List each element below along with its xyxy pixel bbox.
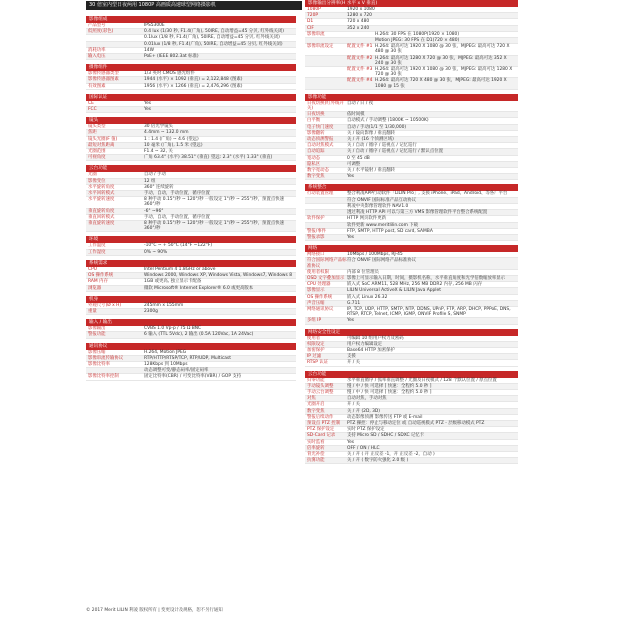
spec-value: 360° 连续旋转 (144, 184, 174, 190)
spec-label: 数字变焦 (307, 174, 325, 180)
spec-label: 镜头光圈(F 值) (88, 136, 118, 142)
spec-label: 影像串流设定 (307, 44, 334, 50)
spec-label: 动态侦测警报 (307, 137, 334, 143)
left-column (86, 16, 296, 385)
spec-row (86, 54, 296, 60)
spec-label: 影像比特率 (88, 361, 110, 367)
section-header: 通讯协议 (86, 343, 296, 350)
section-header: 云台功能 (86, 165, 296, 172)
spec-row (305, 318, 518, 324)
spec-value: Yes (347, 318, 355, 324)
spec-value: 关 / 开 (16 个侦测区域) (347, 137, 394, 143)
spec-label: 警报录影 (307, 234, 325, 240)
spec-label: 加密保护 (307, 347, 325, 353)
spec-value: 水平垂直循序 / 弧率垂直调整 / 光圈及日夜模式 / 128 个默认位置 / 原点位置 (347, 377, 497, 383)
spec-value: 支持 Micro SD / SDHC / SDXC 记忆卡 (347, 433, 425, 439)
spec-value: CVBS 1.0 Vp-p / 75 Ω BNC (144, 326, 202, 332)
spec-value: 关 / 开 ( 开 正反差 -1，开 正反差 -2，自动 ) (347, 452, 435, 457)
spec-label: 宽动态 (307, 155, 321, 161)
spec-row (305, 360, 518, 366)
spec-value: 广角 63.4° (水平) 38.51° (垂直) 望远: 2.3° (水平) 1.33° (垂直) (144, 155, 273, 161)
spec-label: 光圈 (88, 172, 97, 178)
spec-value: 30 倍光学镜头 (144, 124, 173, 130)
spec-value: H.264, Motion JPEG (144, 349, 187, 355)
spec-value: 手动，自动，手动位置，循序位置 (144, 214, 210, 220)
spec-value: Yes (347, 234, 355, 240)
section-header: 摄像组件 (86, 64, 296, 71)
spec-label: SD-Card 记录 (307, 433, 336, 439)
section-header: 影像输出分辨率(H 水平 x V 垂直) (305, 0, 518, 7)
spec-value: Motion JPEG: 30 FPS 在 D1(720 × 480) (375, 38, 460, 44)
spec-value: OFF / ON / HLC (347, 445, 380, 451)
spec-section (86, 319, 296, 338)
section-header: 镜头 (86, 117, 296, 124)
page-title: 30 倍室内型日夜两用 1080P 高画质高速球型网络摄影机 (86, 1, 302, 10)
spec-label: 对焦 (307, 396, 316, 402)
spec-value: 6 输入 (TTL 5Vdc), 2 输出 (0.5A 120Vac, 1A 24Vac) (144, 332, 254, 338)
spec-value: Yes (144, 100, 152, 106)
spec-value: 自动 / 手动 (144, 172, 166, 178)
spec-row (86, 332, 296, 338)
spec-value: 2300g (144, 308, 158, 314)
section-header: 国际认证 (86, 94, 296, 101)
footer-copyright: © 2017 Merit LILIN 利凌 版权所有 | 变更设计及规格，恕不另行通知 (86, 608, 223, 613)
spec-label: 焦距 (88, 130, 97, 136)
spec-value: H.264: 30 FPS 在 1080P(1920 × 1080) (375, 31, 460, 37)
spec-value: 1920 x 1080 (347, 7, 375, 12)
spec-label: 实时监看 (307, 439, 325, 445)
spec-value: 8 种手动 0.15°/秒 ~ 120°/秒 一般设定 1°/秒 ~ 255°/秒，预置点快速 360°/秒 (144, 197, 284, 208)
spec-row (305, 174, 518, 180)
spec-value: 128Kbps 到 10Mbps (144, 361, 188, 367)
spec-label: 垂直旋转角度 (88, 208, 115, 214)
stream-row (305, 44, 518, 55)
spec-value: PoE+ (IEEE 802.3at 标准) (144, 54, 199, 60)
spec-value: 依时间模 (347, 112, 365, 118)
stream-row (305, 67, 518, 78)
section-header: 网络 (305, 245, 518, 252)
spec-label: 工作湿度 (88, 249, 106, 255)
spec-label: 自动对焦模式 (307, 143, 334, 149)
spec-section (86, 296, 296, 315)
spec-value: 352 x 240 (347, 25, 370, 31)
spec-label: CIF (307, 25, 314, 31)
spec-label: 声音压缩 (307, 300, 325, 306)
spec-label: 背光补偿 (307, 452, 325, 457)
profile-label (347, 32, 375, 37)
section-header: 环境 (86, 236, 296, 243)
spec-row (305, 235, 518, 241)
spec-label: 工作温度 (88, 243, 106, 249)
spec-value: 软件更新 www.meritlilin.com 下载 (347, 222, 419, 228)
spec-value: 10Mbps / 100Mbps, RJ-45 (347, 252, 403, 258)
spec-label: 多组 IP (307, 318, 322, 324)
spec-label: 消耗功率 (88, 47, 106, 53)
section-header: 影像组成 (86, 16, 296, 23)
spec-label: 1080P (307, 7, 321, 12)
profile-label: 配置文件 #2 (347, 55, 373, 61)
spec-label: 日夜切换 (307, 112, 325, 118)
spec-value: 0% ~ 90% (144, 249, 168, 255)
spec-label: IP 过滤 (307, 354, 322, 360)
spec-value: 实时 PTZ 保护设定 (347, 427, 385, 433)
spec-label: OSD 文字叠加显示 (307, 275, 345, 281)
spec-label: 影像传感器类型 (88, 71, 119, 77)
spec-label: 垂直回转模式 (88, 214, 115, 220)
spec-section (86, 165, 296, 232)
spec-value: 动态调整可变/静态码率/固定码率 (144, 368, 209, 374)
spec-label: 水平旋转角度 (88, 184, 115, 190)
spec-label: 有效图素 (88, 83, 106, 89)
spec-label: 符合国际网络产品标准协议 (307, 258, 347, 269)
spec-label: 手动云台调整 (307, 389, 334, 395)
spec-label: 倍率旋转 (307, 445, 325, 451)
spec-row (86, 309, 296, 315)
spec-section (86, 117, 296, 161)
spec-label: 光圈开启 (307, 402, 325, 408)
spec-value: 8 种手动 0.15°/秒 ~ 120°/秒 一般设定 1°/秒 ~ 255°/秒，预置点快速 360°/秒 (144, 221, 284, 232)
spec-row (305, 458, 518, 464)
spec-label: 自动追踪 (307, 149, 325, 155)
section-header: 系统需求 (86, 260, 296, 267)
spec-label: 720P (307, 13, 319, 19)
spec-value: 自动 / 日 / 夜 (347, 100, 374, 106)
spec-label: 影像压缩 (88, 349, 106, 355)
spec-value: 关 / 开 (2D, 3D) (347, 408, 381, 414)
spec-value: Intel Pentium 4 1.8GHz or above (144, 266, 216, 272)
spec-label: 浏览器 (88, 285, 102, 291)
spec-label: 影像变位 (88, 178, 106, 184)
spec-label: 影像显示 (307, 288, 325, 294)
spec-label (305, 210, 347, 215)
spec-value: -6° ~96° (144, 208, 164, 214)
spec-label: 软件保护 (307, 216, 325, 222)
stream-row (305, 56, 518, 67)
spec-row (86, 250, 296, 256)
spec-section (305, 329, 518, 367)
spec-value: 符合 ONVIF 国际网络产品标准协议 (347, 258, 417, 264)
spec-label: 使用者权限 (307, 269, 329, 275)
section-header: 影像功能 (305, 94, 518, 101)
spec-label: CPU 处理器 (307, 282, 331, 288)
spec-label (305, 56, 347, 66)
spec-row (86, 221, 296, 232)
spec-value: 支援 (347, 354, 356, 360)
spec-label: 输入电压 (88, 54, 106, 60)
spec-value: -10°C ~ + 50°C (14°F ~122°F) (144, 243, 213, 249)
spec-value: 12 组 (144, 178, 156, 184)
spec-value: IP, TCP, UDP, HTTP, SMTP, NTP, DDNS, UPnP, FTP, ARP, DHCP, PPPoE, DNS, RTSP, RTCP, Telnet, ICMP, IGMP, ONVIF Profile S, SNMP (347, 306, 511, 318)
spec-value: 透过利凌 HTTP API 可以与第三方 VMS 影像管理软件平台整合系统配置 (347, 210, 488, 216)
spec-value: 慢 / 中 / 快 可选择 [ 快速：全程约 5.0 秒 ] (347, 389, 432, 395)
spec-label: 产品型号 (88, 23, 106, 28)
spec-section (86, 94, 296, 113)
spec-value: 245mm x 155mm (144, 302, 184, 308)
section-header: 云台功能 (305, 371, 518, 378)
spec-label: CPU (88, 266, 97, 272)
spec-value: 用户权力编辑设定 (347, 341, 383, 347)
spec-section (86, 64, 296, 90)
spec-row (86, 155, 296, 161)
spec-label (305, 198, 347, 203)
spec-row (86, 84, 296, 90)
spec-label: 警报后续动作 (307, 414, 334, 420)
spec-value: 720 x 480 (347, 19, 370, 25)
spec-label: 最短对焦距离 (88, 142, 115, 148)
spec-label: 可视角度 (88, 155, 106, 161)
spec-label (305, 67, 347, 77)
spec-label: 使用者 (307, 335, 321, 341)
spec-label: 网络通讯协议 (307, 306, 334, 312)
spec-label: 预设点 PTZ 控制 (307, 420, 341, 426)
spec-value: 嵌入式 Linux 26.32 (347, 294, 388, 300)
spec-label: 低照度(彩色) (88, 29, 114, 35)
spec-value: Yes (144, 107, 152, 113)
spec-value: 微软 Microsoft® Internet Explorer® 6.0 或更高版本 (144, 285, 254, 291)
spec-row (86, 286, 296, 292)
spec-label (86, 368, 144, 373)
spec-value: 0.1lux (1/8 秒, F1.4(广角), 50IRE, 自动增益=45 分贝, 红外线关闭) (144, 35, 280, 41)
spec-value: 1 : 1.4 (广角) ~ 4.6 (望远) (144, 136, 199, 142)
spec-value: 开 / 关 (347, 360, 361, 366)
spec-label: 影像串流传输协议 (88, 355, 124, 361)
spec-label: 光圈范围 (88, 149, 106, 155)
spec-value: 自动对焦，手动对焦 (347, 396, 387, 402)
spec-value: 1944 (水平) × 1092 (垂直) = 2,122,848 (图素) (144, 77, 243, 83)
spec-value: H.264: 最高可达 1920 X 1080 @ 30 张，MJPEG: 最高可达 720 X 480 @ 30 张 (375, 44, 510, 55)
spec-label: 数字变焦 (307, 408, 325, 414)
spec-row (305, 101, 518, 112)
spec-value: 符合 ONVIF 国际标准产品互动协议 (347, 197, 417, 203)
spec-value: FTP, SMTP, HTTP post, SD card, SAMBA (347, 228, 433, 234)
spec-section (86, 16, 296, 60)
spec-section (305, 184, 518, 241)
section-header: 系统整合 (305, 184, 518, 191)
spec-value: 14W (144, 47, 154, 53)
spec-value: 10 毫米 (广角), 1.5 米 (望远) (144, 142, 203, 148)
spec-label: D1 (307, 19, 314, 25)
spec-value: 关 / 开 ( 数字防火强化 2.0 级 ) (347, 458, 409, 464)
spec-value: HTTP 网页软件更新 (347, 216, 386, 222)
spec-label: 重量 (88, 308, 97, 314)
spec-value: IPS5300E (144, 23, 165, 28)
spec-value: H.264: 最高可达 1280 X 720 @ 30 张，MJPEG: 最高可达 352 X 240 @ 30 张 (375, 55, 507, 66)
spec-label: RTSP 认证 (307, 360, 329, 366)
spec-section (86, 236, 296, 255)
spec-value: 0.4 lux (1/30 秒, F1.4(广角), 50IRE, 自动增益=45 分贝, 红外线关闭) (144, 29, 284, 35)
spec-label: 日夜切换(红外线开关) (307, 100, 344, 112)
spec-label: 影像输出 (88, 326, 106, 332)
spec-value: 关 / 自动 / 循序 / 巡视点 / 记忆巡行 / 默认点位置 (347, 149, 443, 155)
spec-label: 隐私区 (307, 161, 321, 167)
spec-value: Base64 HTTP 加密保护 (347, 347, 395, 353)
section-header: 机身 (86, 296, 296, 303)
spec-value: 4.4mm ~ 132.0 mm (144, 130, 189, 136)
spec-value: Yes (347, 174, 355, 180)
profile-label: 配置文件 #4 (347, 78, 373, 84)
spec-label (86, 42, 144, 47)
spec-value: 整合利凌APP行动软件「LILIN Pro」, 支援 iPhone、iPad、Android、等各厂平台 (347, 191, 508, 197)
spec-label: 垂直旋转速度 (88, 221, 115, 227)
spec-label: 归零功能 (307, 377, 325, 383)
spec-value: 开 / 关 (347, 402, 361, 408)
spec-label (305, 204, 347, 209)
spec-label: 权限设定 (307, 341, 325, 347)
profile-label: 配置文件 #3 (347, 67, 373, 73)
spec-label: PTZ 保护设定 (307, 427, 335, 433)
right-column (305, 0, 518, 468)
spec-value: PTZ 操控：停止与移动定位 或 自动巡视模式 PTZ - 层级移动模式 PTZ (347, 420, 485, 426)
spec-label: 白平衡 (307, 118, 321, 124)
spec-section (305, 245, 518, 324)
spec-label: 数字宽动态 (307, 168, 329, 174)
spec-row (86, 197, 296, 208)
spec-value: 1956 (水平) × 1266 (垂直) = 2,476,296 (图素) (144, 83, 243, 89)
spec-value: RTP/HTTP/RTSP/TCP, RTP/UDP, Multicast (144, 355, 231, 361)
spec-label: 影像翻转 (307, 130, 325, 136)
spec-value: 自动 / 手动(1/1 至 1/30,000) (347, 124, 407, 130)
spec-label: 影像传感器图素 (88, 77, 119, 83)
spec-label: 水平旋转速度 (88, 197, 115, 203)
spec-section (86, 260, 296, 292)
spec-value: H.264: 最高可达 1920 X 1080 @ 30 张，MJPEG: 最高可达 1280 X 720 @ 30 张 (375, 67, 513, 78)
spec-label: CE (88, 100, 94, 106)
spec-section (86, 343, 296, 381)
spec-label: OS 操作系统 (88, 273, 114, 279)
spec-label: 外观尺寸(Ø x H) (88, 302, 122, 308)
spec-label: 警报/事件 (307, 228, 327, 234)
spec-value: Yes (347, 439, 355, 445)
spec-label: 行动装置管理 (307, 191, 334, 197)
spec-value: 可调整 (347, 161, 361, 167)
spec-value: LILIN Universal ActiveX & LILIN Java Applet (347, 288, 441, 294)
spec-label: 镜头类型 (88, 124, 106, 130)
spec-label (305, 223, 347, 228)
spec-value: H.264: 最高可达 720 X 480 @ 30 张，MJPEG: 最高可达 1920 X 1080 @ 15 张 (375, 78, 507, 89)
spec-value: 慢 / 中 / 快 可选择 [ 快速：全程约 5.0 秒 ] (347, 383, 432, 389)
spec-row (305, 258, 518, 269)
spec-value: 1/3 英吋 CMOS 感光组件 (144, 71, 195, 77)
spec-row (86, 107, 296, 113)
spec-label: 抗雾功能 (307, 458, 325, 464)
spec-label: RAM 内存 (88, 279, 108, 285)
spec-label: 手动镜头调整 (307, 383, 334, 389)
section-header: 输入 / 输出 (86, 319, 296, 326)
spec-value: 1280 x 720 (347, 13, 372, 19)
spec-value: 关 / 镜向影像 / 垂直翻转 (347, 130, 396, 136)
spec-value: Windows 2000, Windows XP, Windows Vista, Windows7, Windows 8 (144, 273, 292, 279)
spec-value: G.711 (347, 300, 361, 306)
spec-value: 动态影像侦测 影像传送 FTP 或 E-mail (347, 414, 423, 420)
spec-label: 影像串流 (307, 31, 325, 37)
spec-value: 1GB 或更高, 独立显示卡配备 (144, 279, 202, 285)
spec-value: 影像上可显示输入日期，时间，摄影机名称，水平垂直角度和光学倍数缩放率显示 (347, 275, 506, 281)
spec-label: 电子快门速度 (307, 124, 334, 130)
spec-value: 可编辑 10 组用户权力及密码 (347, 335, 404, 341)
spec-value: 关 / 自动 / 循序 / 巡视点 / 记忆巡行 (347, 143, 417, 149)
spec-value: 利凌中央影像管理软件 NAV1.0 (347, 203, 409, 209)
spec-label: 影像比特率控制 (88, 374, 119, 380)
spec-value: 关 / 水平镜射 / 垂直翻转 (347, 168, 396, 174)
stream-row (305, 78, 518, 89)
spec-label: OS 操作系统 (307, 294, 333, 300)
profile-label: 配置文件 #1 (347, 44, 373, 50)
spec-label (305, 78, 347, 88)
spec-value: 0 至 45 dB (347, 155, 370, 161)
spec-label (86, 35, 144, 40)
spec-value: 自动模式 / 手动调整 (1800K ~ 10500K) (347, 118, 429, 124)
spec-label: 水平回转模式 (88, 191, 115, 197)
spec-value: 内部 8 位管理员 (347, 269, 379, 275)
spec-value: 嵌入式 SoC ARM11, 528 MHz, 256 MB DDR2 内存, 256 MB 闪存 (347, 282, 482, 288)
spec-label: FCC (88, 107, 97, 113)
spec-value: 固定比特率(CBR) / 可变比特率(VBR) / GOP 支持 (144, 374, 242, 380)
spec-label: 网络接口 (307, 252, 325, 258)
spec-value: 0.01lux (1/8 秒, F1.4(广角), 50IRE, 自动增益=45 分贝, 红外线关闭) (144, 41, 283, 47)
spec-section (305, 94, 518, 181)
spec-value: F1.4 ~ 32, 关 (144, 149, 173, 155)
spec-label (305, 38, 347, 43)
spec-row (305, 307, 518, 318)
spec-label: 警报功能 (88, 332, 106, 338)
profile-label (347, 38, 375, 43)
spec-section (305, 371, 518, 465)
section-header: 网络安全性设定 (305, 329, 518, 336)
spec-value: 手动，自动，手动位置，循序位置 (144, 191, 210, 197)
spec-row (86, 374, 296, 380)
